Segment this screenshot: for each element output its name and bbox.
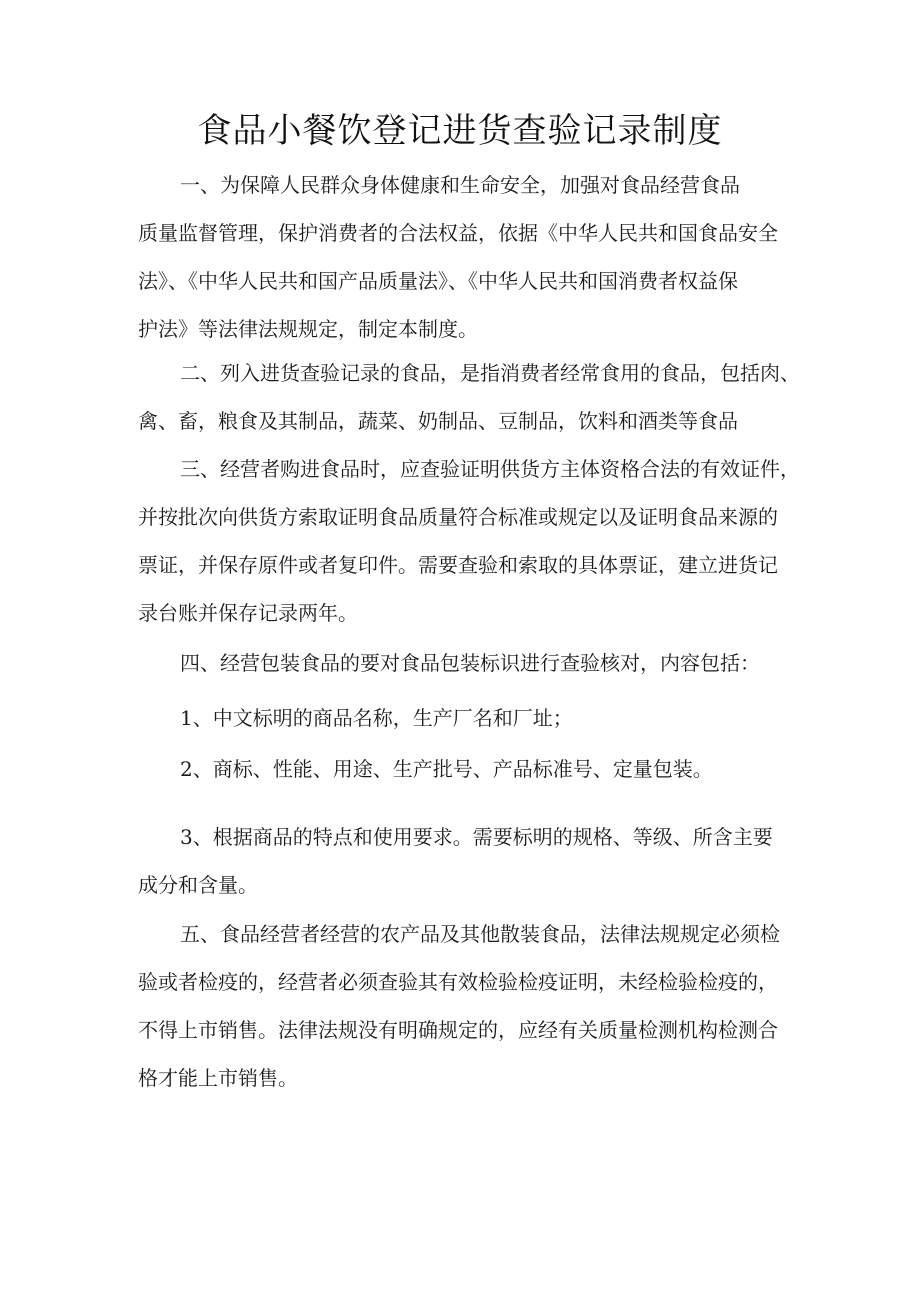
paragraph-line: 三、经营者购进食品时，应查验证明供货方主体资格合法的有效证件，: [180, 457, 800, 481]
paragraph-line: 五、食品经营者经营的农产品及其他散装食品，法律法规规定必须检: [180, 922, 780, 946]
paragraph-line: 二、列入进货查验记录的食品，是指消费者经常食用的食品，包括肉、: [180, 361, 800, 385]
paragraph-line: 验或者检疫的，经营者必须查验其有效检验检疫证明，未经检验检疫的，: [138, 970, 778, 994]
paragraph-line: 护法》等法律法规规定，制定本制度。: [138, 317, 478, 341]
paragraph-line: 2、商标、性能、用途、生产批号、产品标准号、定量包装。: [180, 757, 713, 781]
paragraph-line: 1、中文标明的商品名称，生产厂名和厂址；: [180, 706, 573, 730]
paragraph-line: 质量监督管理，保护消费者的合法权益，依据《中华人民共和国食品安全: [138, 221, 778, 245]
paragraph-line: 法》、《中华人民共和国产品质量法》、《中华人民共和国消费者权益保: [138, 269, 738, 293]
paragraph-line: 格才能上市销售。: [138, 1066, 298, 1090]
paragraph-line: 并按批次向供货方索取证明食品质量符合标准或规定以及证明食品来源的: [138, 505, 778, 529]
document-title: 食品小餐饮登记进货查验记录制度: [197, 111, 723, 151]
section-3-paragraph: [138, 445, 800, 637]
section-1-paragraph: [138, 161, 788, 353]
section-4-paragraph: [138, 639, 788, 687]
section-2-paragraph: [138, 349, 800, 445]
paragraph-line: 不得上市销售。法律法规没有明确规定的，应经有关质量检测机构检测合: [138, 1018, 778, 1042]
paragraph-line: 票证，并保存原件或者复印件。需要查验和索取的具体票证，建立进货记: [138, 553, 778, 577]
list-item-2: [138, 745, 788, 793]
paragraph-line: 3、根据商品的特点和使用要求。需要标明的规格、等级、所含主要: [180, 825, 773, 849]
section-5-paragraph: [138, 910, 788, 1102]
paragraph-line: 一、为保障人民群众身体健康和生命安全，加强对食品经营食品: [180, 173, 740, 197]
list-item-3: [138, 813, 788, 909]
paragraph-line: 录台账并保存记录两年。: [138, 601, 358, 625]
list-item-1: [138, 694, 788, 742]
paragraph-line: 四、经营包装食品的要对食品包装标识进行查验核对，内容包括：: [180, 651, 760, 675]
paragraph-line: 禽、畜，粮食及其制品，蔬菜、奶制品、豆制品，饮料和酒类等食品: [138, 409, 738, 433]
paragraph-line: 成分和含量。: [138, 873, 258, 897]
